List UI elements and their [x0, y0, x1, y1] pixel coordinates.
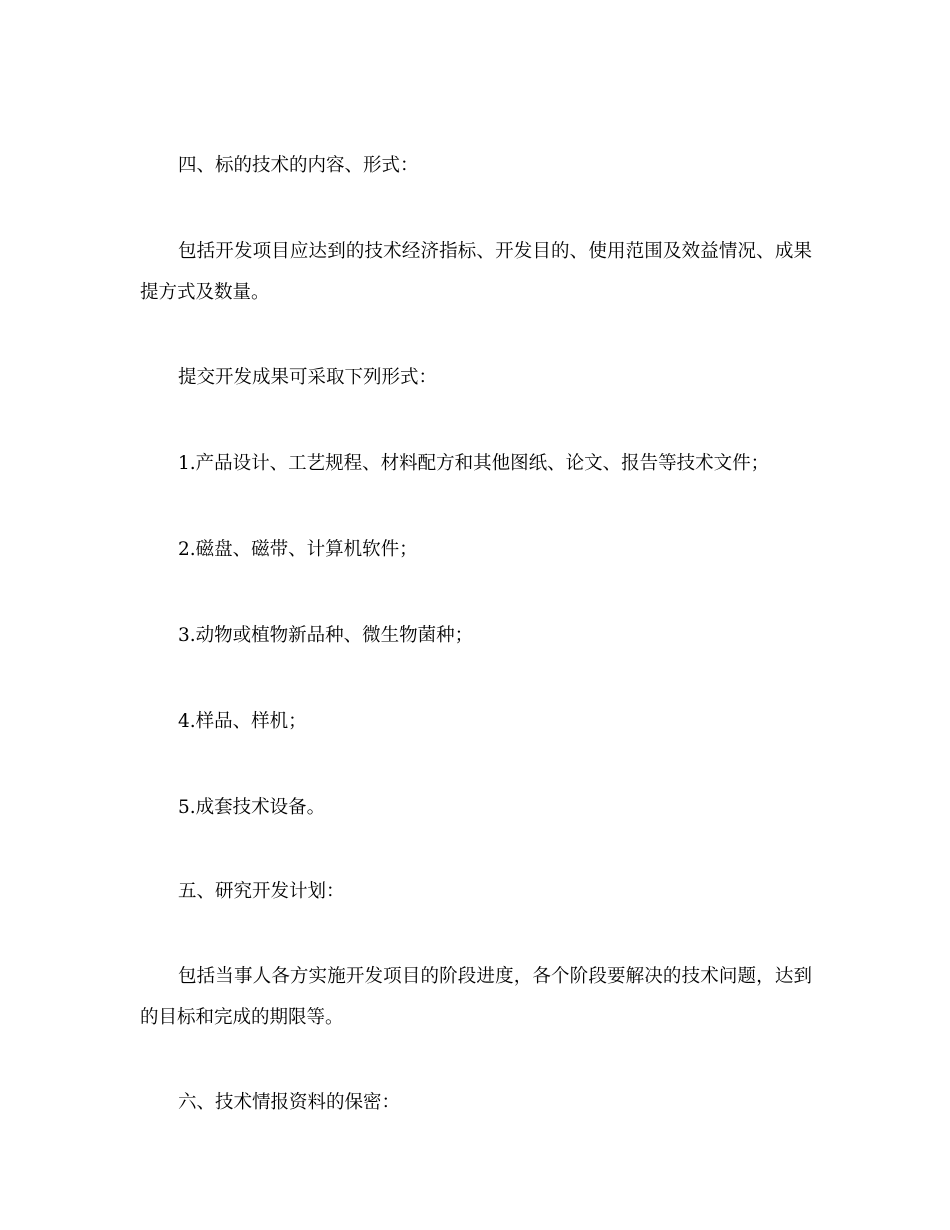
deliverable-item-3: 3.动物或植物新品种、微生物菌种； [178, 625, 474, 646]
deliverable-item-2: 2.磁盘、磁带、计算机软件； [178, 539, 418, 560]
deliverable-item-5: 5.成套技术设备。 [178, 797, 326, 818]
section-heading-4: 四、标的技术的内容、形式： [178, 155, 419, 176]
deliverable-forms-intro: 提交开发成果可采取下列形式： [178, 367, 438, 388]
section-4-body: 包括开发项目应达到的技术经济指标、开发目的、使用范围及效益情况、成果提方式及数量。 [140, 241, 812, 303]
deliverable-item-1: 1.产品设计、工艺规程、材料配方和其他图纸、论文、报告等技术文件； [178, 453, 770, 474]
deliverable-item-4: 4.样品、样机； [178, 711, 307, 732]
section-heading-5: 五、研究开发计划： [178, 881, 345, 902]
section-5-body: 包括当事人各方实施开发项目的阶段进度，各个阶段要解决的技术问题，达到的目标和完成的期限等。 [140, 966, 812, 1028]
section-heading-6: 六、技术情报资料的保密： [178, 1092, 401, 1113]
